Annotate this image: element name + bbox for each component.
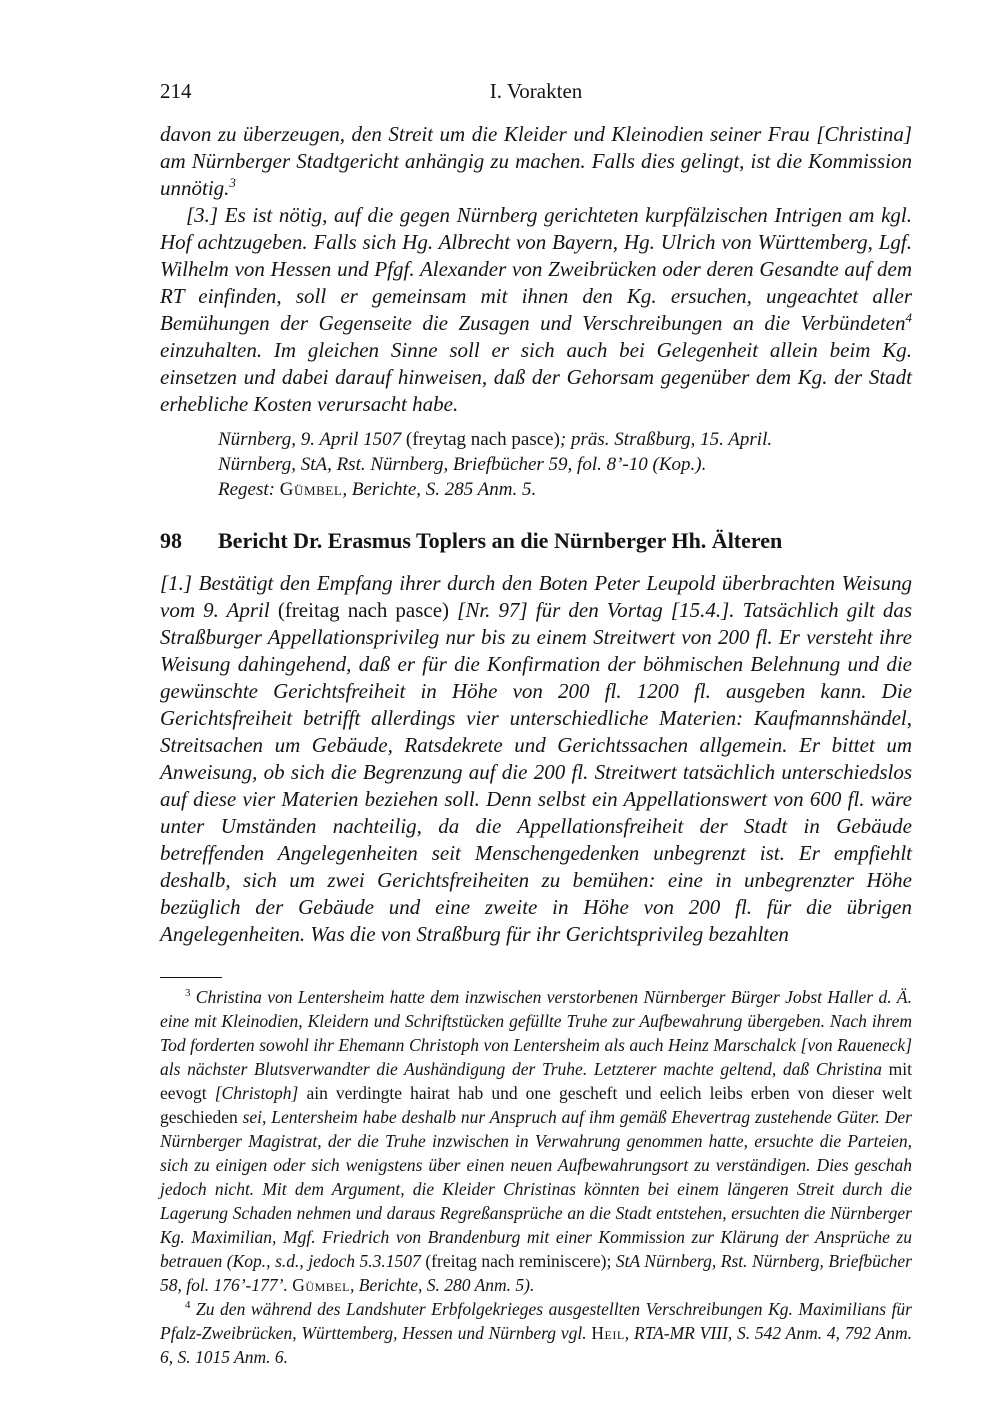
- doc97-paragraph-3: [3.] Es ist nötig, auf die gegen Nürnberg gerichteten kurpfälzischen Intrigen am kgl. Hof achtzugeben. Falls sich Hg. Albrecht von Bayern, Hg. Ulrich von Württemberg, Lgf. Wilhelm von Hessen und Pfgf. Alexander von Zweibrücken oder deren Gesandte auf dem RT einfinden, soll er gemeinsam mit ihnen den Kg. ersuchen, ungeachtet aller Bemühungen der Gegenseite die Zusagen und Verschreibungen an die Verbündeten$^4$ einzuhalten. Im gleichen Sinne soll er sich auch bei Gelegenheit allein beim Kg. einsetzen und dabei darauf hinweisen, daß der Gehorsam gegenüber dem Kg. der Stadt erhebliche Kosten verursacht habe.: [160, 203, 912, 416]
- page-header: [160, 78, 912, 104]
- footnote-3: [160, 985, 912, 1297]
- doc97-closing-paragraph: davon zu überzeugen, den Streit um die Kleider und Kleinodien seiner Frau [Christina] am Nürnberger Stadtgericht anhängig zu machen. Falls dies gelingt, ist die Kommission unnötig.$^3$: [160, 122, 912, 200]
- doc97-dateline-block: [218, 427, 912, 502]
- doc98-paragraph-1: [1.] Bestätigt den Empfang ihrer durch den Boten Peter Leupold überbrachten Weisung vom 9. April (freitag nach pasce) [Nr. 97] für den Vortag [15.4.]. Tatsächlich gilt das Straßburger Appellationsprivileg nur bis zu einem Streitwert von 200 fl. Er versteht ihre Weisung dahingehend, daß er für die Konfirmation der böhmischen Belehnung und die gewünschte Gerichtsfreiheit in Höhe von 200 fl. 1200 fl. ausgeben kann. Die Gerichtsfreiheit betrifft allerdings vier unterschiedliche Materien: Kaufmannshändel, Streitsachen um Gebäude, Ratsdekrete und Gerichtssachen allgemein. Er bittet um Anweisung, ob sich die Begrenzung auf die 200 fl. Streitwert tatsächlich unterschiedslos auf diese vier Materien beziehen soll. Denn selbst ein Appellationswert von 600 fl. wäre unter Umständen nachteilig, da die Appellationsfreiheit der Stadt in Gebäude betreffenden Angelegenheiten seit Menschengedenken unbegrenzt ist. Er empfiehlt deshalb, sich um zwei Gerichtsfreiheiten zu bemühen: eine in unbegrenzter Höhe bezüglich der Gebäude und eine zweite in Höhe von 200 fl. für die übrigen Angelegenheiten. Was die von Straßburg für ihr Gerichtsprivileg bezahlten: [160, 571, 913, 946]
- doc97-dateline-regest: Regest: Gümbel, Berichte, S. 285 Anm. 5.: [218, 479, 537, 500]
- doc97-dateline-date: Nürnberg, 9. April 1507 (freytag nach pasce); präs. Straßburg, 15. April.: [218, 429, 773, 450]
- footnote-separator-rule: [160, 977, 222, 978]
- doc98-heading: [160, 527, 912, 554]
- page-number: 214: [160, 79, 192, 103]
- doc97-dateline-source: Nürnberg, StA, Rst. Nürnberg, Briefbücher 59, fol. 8’-10 (Kop.).: [218, 454, 707, 475]
- footnote-area: [160, 985, 912, 1369]
- doc98-title: Bericht Dr. Erasmus Toplers an die Nürnberger Hh. Älteren: [218, 528, 783, 553]
- footnote-4: [160, 1297, 912, 1369]
- footnote-4-text: Zu den während des Landshuter Erbfolgekrieges ausgestellten Verschreibungen Kg. Maximilians für Pfalz-Zweibrücken, Württemberg, Hessen und Nürnberg vgl. Heil, RTA-MR VIII, S. 542 Anm. 4, 792 Anm. 6, S. 1015 Anm. 6.: [160, 1299, 912, 1367]
- running-head: I. Vorakten: [489, 79, 583, 103]
- footnote-4-marker: 4: [185, 1299, 191, 1312]
- footnote-3-marker: 3: [185, 987, 191, 1000]
- doc98-number: 98: [160, 528, 182, 553]
- footnote-3-text: Christina von Lentersheim hatte dem inzwischen verstorbenen Nürnberger Bürger Jobst Haller d. Ä. eine mit Kleinodien, Kleidern und Schriftstücken gefüllte Truhe zur Aufbewahrung übergeben. Nach ihrem Tod forderten sowohl ihr Ehemann Christoph von Lentersheim als auch Heinz Marschalck [von Raueneck] als nächster Blutsverwandter die Aushändigung der Truhe. Letzterer machte geltend, daß Christina mit eevogt [Christoph] ain verdingte hairat hab und one gescheft und eelich leibs erben von dieser welt geschieden sei, Lentersheim habe deshalb nur Anspruch auf ihm gemäß Ehevertrag zustehende Güter. Der Nürnberger Magistrat, der die Truhe inzwischen in Verwahrung genommen hatte, ersuchte die Parteien, sich zu einigen oder sich wenigstens über einen neuen Aufbewahrungsort zu verständigen. Dies geschah jedoch nicht. Mit dem Argument, die Kleider Christinas könnten bei einem längeren Streit durch die Lagerung Schaden nehmen und daraus Regreßansprüche an die Stadt entstehen, ersuchten die Nürnberger Kg. Maximilian, Mgf. Friedrich von Brandenburg mit einer Kommission zur Klärung der Ansprüche zu betrauen (Kop., s.d., jedoch 5.3.1507 (freitag nach reminiscere); StA Nürnberg, Rst. Nürnberg, Briefbücher 58, fol. 176’-177’. Gümbel, Berichte, S. 280 Anm. 5).: [160, 987, 912, 1295]
